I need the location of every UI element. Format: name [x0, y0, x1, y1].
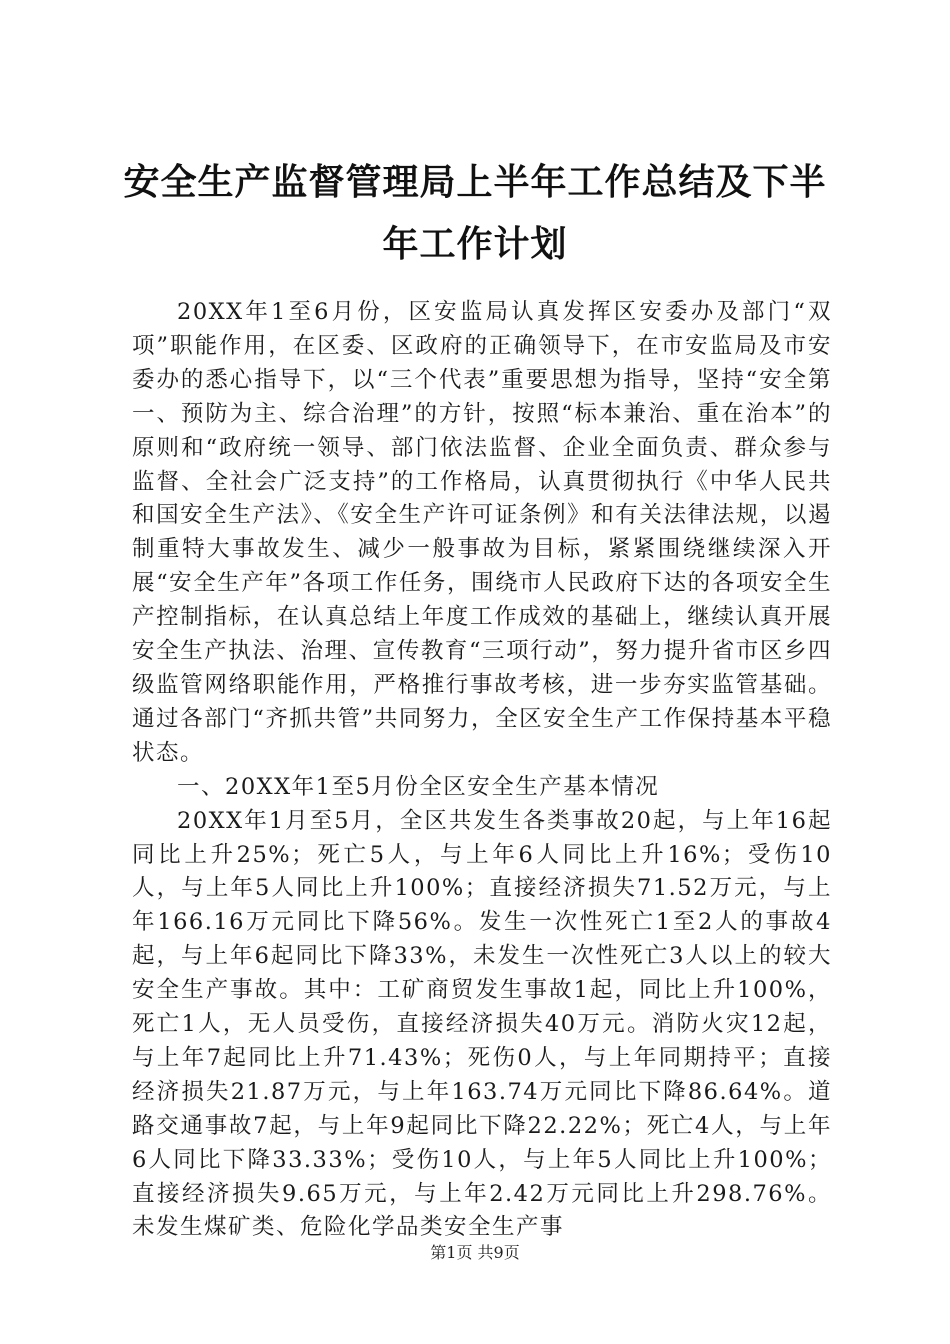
page-number: 第1页 共9页: [430, 1243, 520, 1262]
statistics-paragraph: 20XX年1月至5月，全区共发生各类事故20起，与上年16起同比上升25%；死亡5人，与上年6人同比上升16%；受伤10人，与上年5人同比上升100%；直接经济损失71.52万元，与上年166.16万元同比下降56%。发生一次性死亡1至2人的事故4起，与上年6起同比下降33%，未发生一次性死亡3人以上的较大安全生产事故。其中：工矿商贸发生事故1起，同比上升100%，死亡1人，无人员受伤，直接经济损失40万元。消防火灾12起，与上年7起同比上升71.43%；死伤0人，与上年同期持平；直接经济损失21.87万元，与上年163.74万元同比下降86.64%。道路交通事故7起，与上年9起同比下降22.22%；死亡4人，与上年6人同比下降33.33%；受伤10人，与上年5人同比上升100%；直接经济损失9.65万元，与上年2.42万元同比上升298.76%。未发生煤矿类、危险化学品类安全生产事: [132, 807, 832, 1241]
section-heading: 一、20XX年1至5月份全区安全生产基本情况: [177, 773, 660, 800]
document-title: 安全生产监督管理局上半年工作总结及下半年工作计划: [123, 162, 827, 265]
document-body: [132, 296, 832, 1245]
intro-paragraph: 20XX年1至6月份，区安监局认真发挥区安委办及部门“双项”职能作用，在区委、区政府的正确领导下，在市安监局及市安委办的悉心指导下，以“三个代表”重要思想为指导，坚持“安全第一、预防为主、综合治理”的方针，按照“标本兼治、重在治本”的原则和“政府统一领导、部门依法监督、企业全面负责、群众参与监督、全社会广泛支持”的工作格局，认真贯彻执行《中华人民共和国安全生产法》、《安全生产许可证条例》和有关法律法规，以遏制重特大事故发生、减少一般事故为目标，紧紧围绕继续深入开展“安全生产年”各项工作任务，围绕市人民政府下达的各项安全生产控制指标，在认真总结上年度工作成效的基础上，继续认真开展安全生产执法、治理、宣传教育“三项行动”，努力提升省市区乡四级监管网络职能作用，严格推行事故考核，进一步夯实监管基础。通过各部门“齐抓共管”共同努力，全区安全生产工作保持基本平稳状态。: [132, 299, 832, 766]
